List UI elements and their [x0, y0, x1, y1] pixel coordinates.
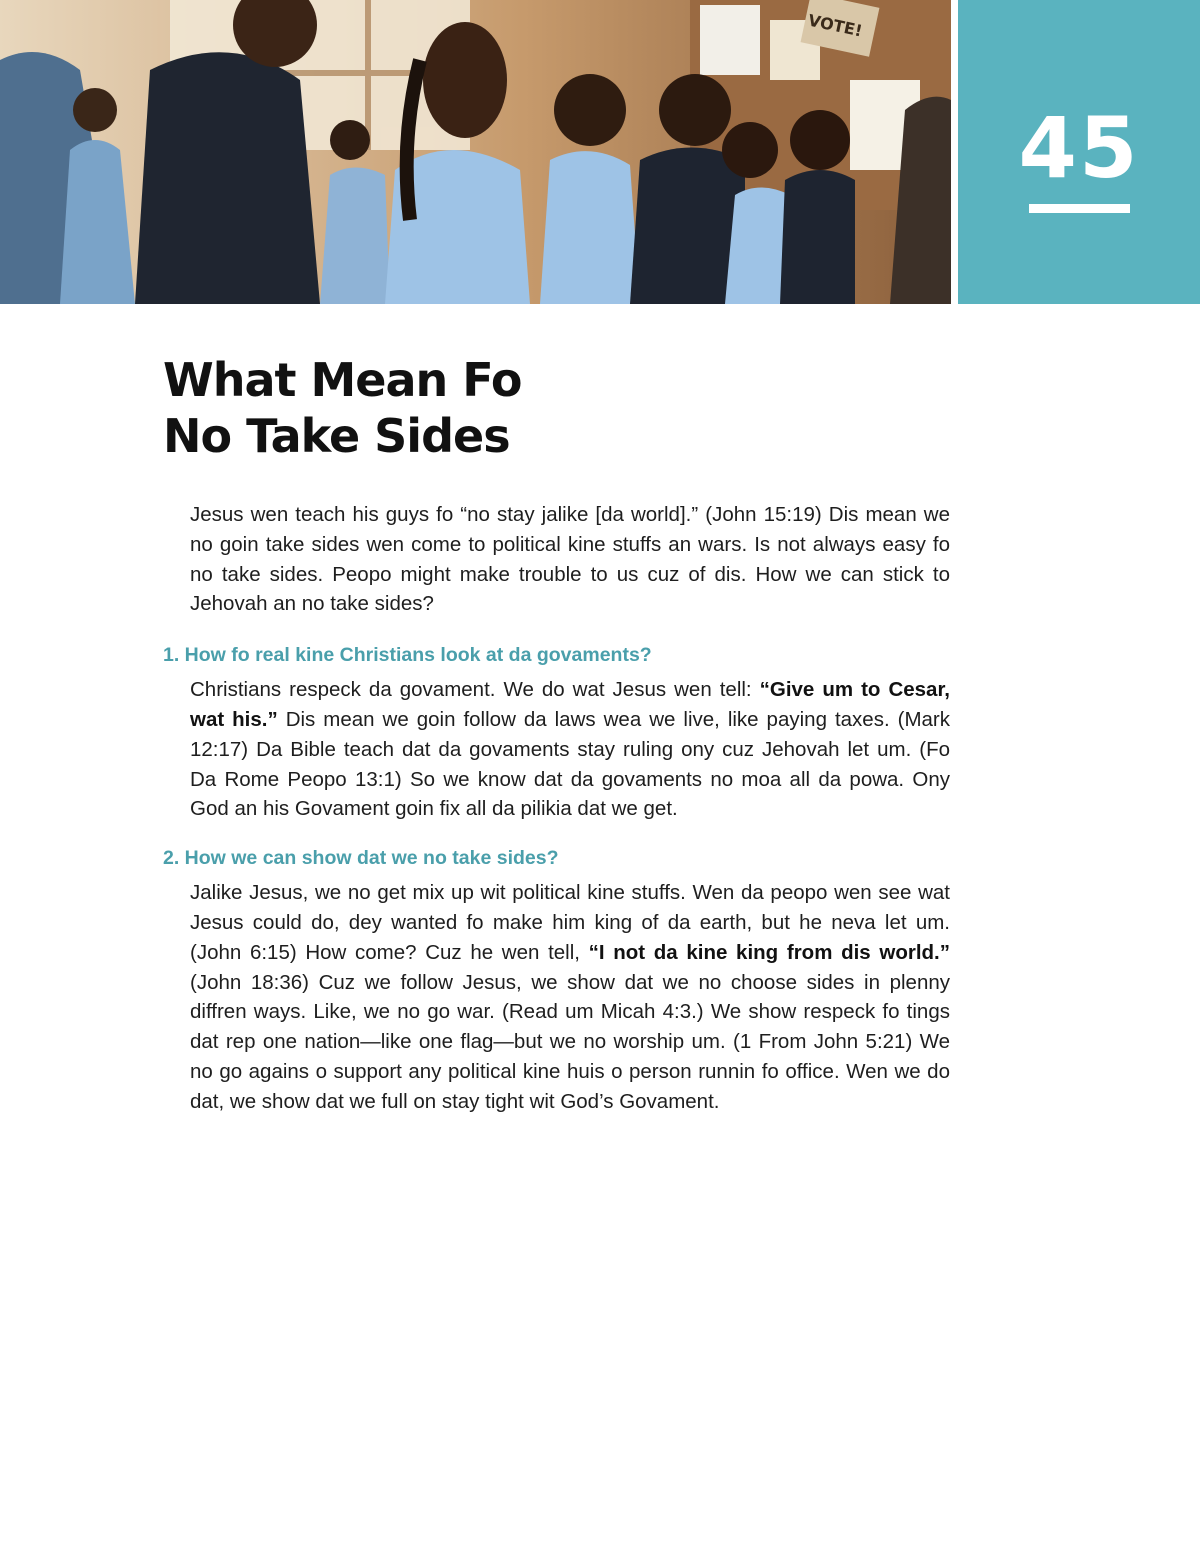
- section-1-text-a: Christians respeck da govament. We do wat Jesus wen tell:: [190, 678, 760, 702]
- classroom-scene: [0, 0, 951, 304]
- page-title: [163, 352, 863, 464]
- vote-poster: VOTE!: [806, 10, 865, 41]
- section-2-question: 2. How we can show dat we no take sides?: [163, 847, 559, 870]
- section-1-question: 1. How fo real kine Christians look at da govaments?: [163, 644, 652, 667]
- section-1-text-b: Dis mean we goin follow da laws wea we live, like paying taxes. (Mark 12:17) Da Bible teach dat da govaments stay ruling ony cuz Jehovah let um. (Fo Da Rome Peopo 13:1) So we know dat da govaments no moa all da powa. Ony God an his Govament goin fix all da pilikia dat we get.: [190, 707, 950, 821]
- section-2-paragraph: [190, 878, 950, 1116]
- lesson-number: 45: [1018, 99, 1140, 197]
- lesson-body: [163, 500, 950, 1137]
- section-2-text-a: Jalike Jesus, we no get mix up wit political kine stuffs. Wen da peopo wen see wat Jesus could do, dey wanted fo make him king of da earth, but he neva let um. (John 6:15) How come? Cuz he wen tell,: [190, 881, 950, 964]
- section-1-quote: “Give um to Cesar, wat his.”: [190, 678, 950, 731]
- section-1-paragraph: [190, 675, 950, 824]
- section-2-quote: “I not da kine king from dis world.”: [588, 940, 950, 964]
- hero-photo: [0, 0, 951, 304]
- student-suit: [135, 52, 320, 304]
- intro-paragraph: Jesus wen teach his guys fo “no stay jalike [da world].” (John 15:19) Dis mean we no goin take sides wen come to political kine stuffs an wars. Is not always easy fo no take sides. Peopo might make trouble to us cuz of dis. How we can stick to Jehovah an no take sides?: [190, 503, 950, 616]
- lesson-number-tab: [958, 0, 1200, 304]
- section-2-text-b: (John 18:36) Cuz we follow Jesus, we show dat we no choose sides in plenny diffren ways. Like, we no go war. (Read um Micah 4:3.) We show respeck fo tings dat rep one nation—like one flag—but we no worship um. (1 From John 5:21) We no go agains o support any political kine huis o person runnin fo office. Wen we do dat, we show dat we full on stay tight wit God’s Govament.: [190, 970, 950, 1113]
- lesson-number-underline: [1029, 204, 1130, 213]
- section-2: [163, 844, 950, 1116]
- section-1: [163, 641, 950, 824]
- title-line-1: What Mean Fo: [163, 353, 522, 407]
- title-line-2: No Take Sides: [163, 409, 510, 463]
